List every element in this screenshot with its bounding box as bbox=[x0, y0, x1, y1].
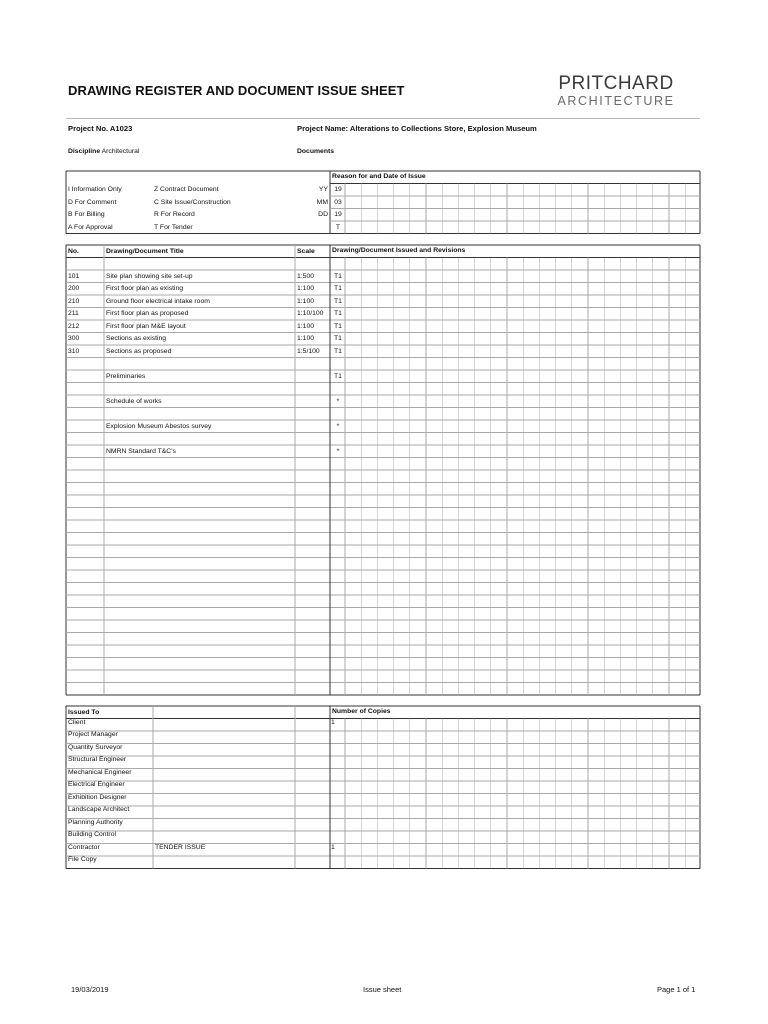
revision-code: T1 bbox=[334, 310, 342, 317]
drawing-scale: 1:100 bbox=[297, 335, 315, 342]
drawing-title: Sections as proposed bbox=[106, 347, 172, 355]
revision-code: T1 bbox=[334, 322, 342, 330]
issued-to-heading: Issued To bbox=[68, 708, 100, 716]
drawing-number: 211 bbox=[68, 310, 79, 317]
brand-subtitle: ARCHITECTURE bbox=[557, 94, 675, 108]
date-value: 03 bbox=[334, 198, 342, 206]
drawing-scale: 1:100 bbox=[297, 297, 315, 305]
revision-code: T1 bbox=[334, 335, 342, 342]
revision-code: * bbox=[336, 422, 340, 430]
recipient-name: Landscape Architect bbox=[68, 806, 130, 813]
date-label: MM bbox=[316, 198, 328, 206]
revision-code: * bbox=[336, 447, 340, 455]
brand-name: PRITCHARD bbox=[558, 73, 674, 94]
reasons-heading: Reason for and Date of Issue bbox=[332, 173, 426, 180]
drawing-number: 300 bbox=[68, 335, 80, 342]
drawing-title: Site plan showing site set-up bbox=[106, 272, 193, 280]
reason-code: B For Billing bbox=[68, 211, 105, 218]
date-value: 19 bbox=[334, 211, 342, 218]
revision-code: T1 bbox=[334, 347, 342, 355]
drawing-title: Sections as existing bbox=[106, 335, 167, 342]
reason-code: I Information Only bbox=[68, 186, 122, 193]
col-header-scale: Scale bbox=[297, 247, 315, 255]
reason-code: Z Contract Document bbox=[154, 186, 219, 193]
footer-page-number: Page 1 of 1 bbox=[657, 985, 696, 994]
reason-code: R For Record bbox=[154, 211, 195, 218]
recipient-name: Project Manager bbox=[68, 731, 118, 738]
project-number: Project No. A1023 bbox=[68, 124, 133, 133]
recipient-name: Contractor bbox=[68, 843, 100, 851]
recipient-name: Quantity Surveyor bbox=[68, 743, 123, 751]
date-label: DD bbox=[318, 211, 328, 218]
date-value: 19 bbox=[334, 186, 342, 193]
recipient-name: Planning Authority bbox=[68, 818, 123, 826]
reason-code: D For Comment bbox=[68, 198, 117, 206]
drawing-title: First floor plan M&E layout bbox=[106, 322, 186, 330]
copies-count: 1 bbox=[331, 718, 335, 726]
reason-code: T For Tender bbox=[154, 223, 193, 231]
revision-code: T1 bbox=[334, 297, 342, 305]
drawing-scale: 1:100 bbox=[297, 322, 315, 330]
discipline-value: Architectural bbox=[101, 148, 140, 155]
drawing-scale: 1:500 bbox=[297, 272, 315, 280]
col-header-issued: Drawing/Document Issued and Revisions bbox=[332, 247, 466, 254]
revision-code: T1 bbox=[334, 285, 342, 292]
drawing-scale: 1:10/100 bbox=[297, 310, 324, 317]
drawing-title: Explosion Museum Abestos survey bbox=[106, 422, 212, 430]
drawing-number: 310 bbox=[68, 347, 80, 355]
reason-code: A For Approval bbox=[68, 223, 113, 231]
recipient-name: File Copy bbox=[68, 856, 97, 863]
page-title: DRAWING REGISTER AND DOCUMENT ISSUE SHEET bbox=[68, 83, 405, 98]
copies-count: 1 bbox=[331, 843, 335, 851]
reason-code: C Site Issue/Construction bbox=[154, 198, 231, 206]
recipient-note: TENDER ISSUE bbox=[155, 843, 206, 851]
recipient-name: Exhibition Designer bbox=[68, 793, 127, 801]
col-header-no: No. bbox=[68, 247, 79, 255]
drawing-title: Ground floor electrical intake room bbox=[106, 297, 210, 305]
drawing-scale: 1:5/100 bbox=[297, 347, 320, 355]
recipient-name: Client bbox=[68, 718, 86, 726]
discipline-label: Discipline bbox=[68, 148, 101, 155]
revision-code: * bbox=[336, 397, 340, 405]
drawing-number: 200 bbox=[68, 285, 80, 292]
drawing-title: Schedule of works bbox=[106, 397, 162, 405]
date-label: YY bbox=[318, 186, 328, 193]
col-header-title: Drawing/Document Title bbox=[106, 247, 184, 255]
revision-code: T1 bbox=[334, 372, 342, 380]
footer-sheet-name: Issue sheet bbox=[363, 985, 402, 994]
drawing-title: NMRN Standard T&C's bbox=[106, 447, 176, 455]
recipient-name: Building Control bbox=[68, 831, 116, 838]
footer-date: 19/03/2019 bbox=[71, 985, 109, 994]
drawing-title: Preliminaries bbox=[106, 372, 146, 380]
recipient-name: Electrical Engineer bbox=[68, 781, 125, 788]
date-value: T bbox=[335, 223, 341, 231]
drawing-number: 101 bbox=[68, 272, 80, 280]
revision-code: T1 bbox=[334, 272, 342, 280]
documents-label: Documents bbox=[297, 148, 335, 155]
drawing-title: First floor plan as proposed bbox=[106, 310, 189, 317]
recipient-name: Mechanical Engineer bbox=[68, 768, 132, 776]
copies-heading: Number of Copies bbox=[332, 708, 391, 715]
recipient-name: Structural Engineer bbox=[68, 756, 127, 763]
drawing-number: 210 bbox=[68, 297, 80, 305]
drawing-scale: 1:100 bbox=[297, 285, 315, 292]
drawing-number: 212 bbox=[68, 322, 80, 330]
drawing-title: First floor plan as existing bbox=[106, 285, 184, 292]
project-name: Project Name: Alterations to Collections Store, Explosion Museum bbox=[297, 124, 537, 133]
